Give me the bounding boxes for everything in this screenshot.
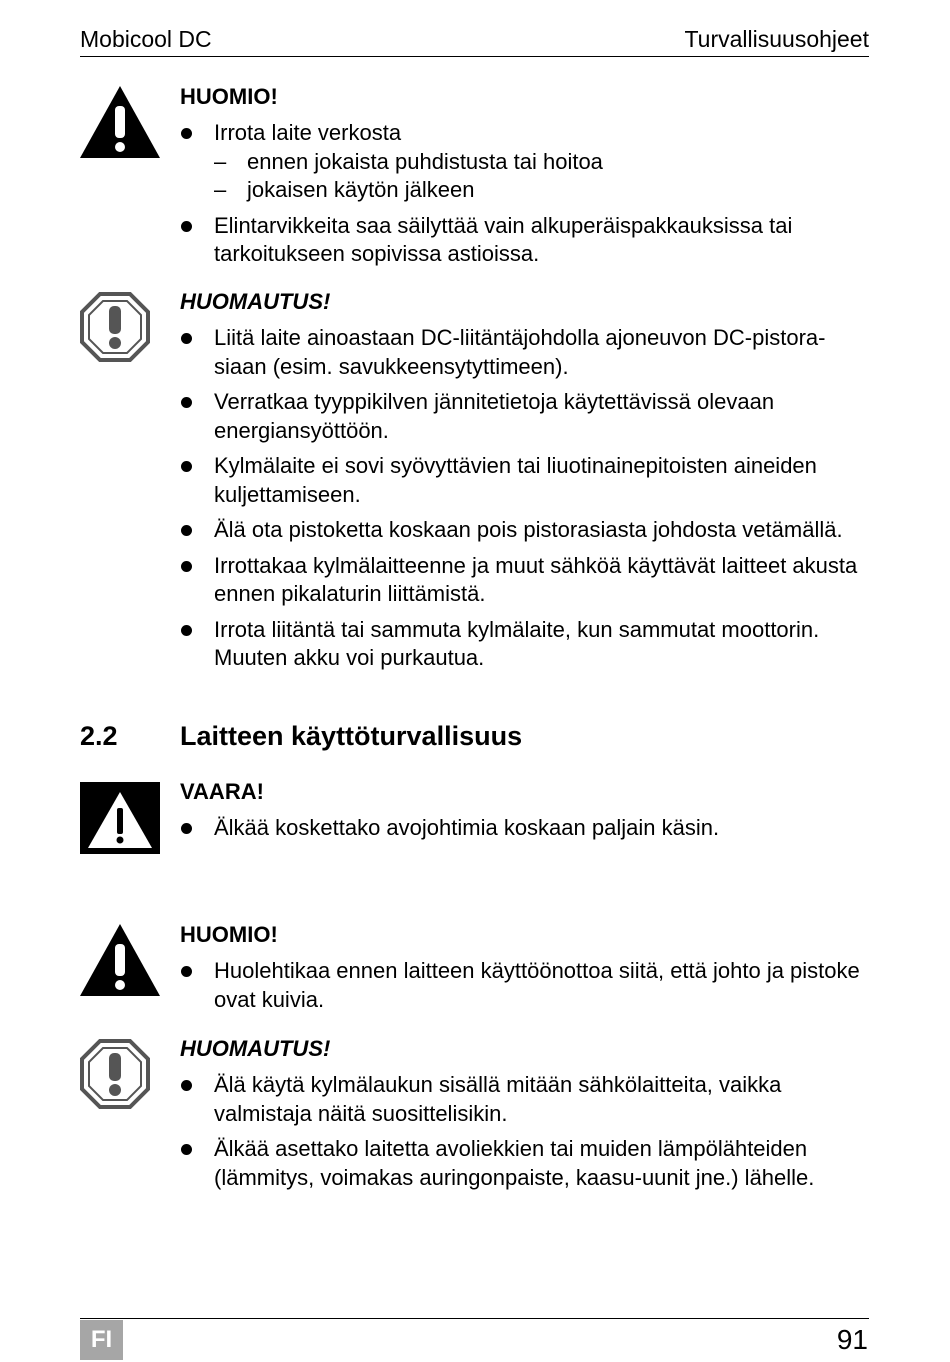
footer-divider bbox=[80, 1318, 869, 1319]
language-badge: FI bbox=[80, 1320, 123, 1360]
list-item: Kylmälaite ei sovi syövyttävien tai liuotinainepitoisten aineiden kuljettamiseen. bbox=[180, 452, 870, 509]
sub-item: – jokaisen käytön jälkeen bbox=[214, 177, 475, 202]
notice-octagon-icon bbox=[80, 1039, 150, 1109]
warning-triangle-icon bbox=[80, 86, 160, 158]
list-item: Irrottakaa kylmälaitteenne ja muut sähköä käyttävät laitteet akusta ennen pikalaturin liittämistä. bbox=[180, 552, 870, 609]
warning-triangle-icon bbox=[80, 924, 160, 996]
list-item: Älkää asettako laitetta avoliekkien tai muiden lämpölähteiden (lämmitys, voimakas auringonpaiste, kaasu-uunit jne.) lähelle. bbox=[180, 1135, 870, 1192]
caution-block-2 bbox=[180, 921, 870, 1021]
section-title: Laitteen käyttöturvallisuus bbox=[180, 721, 523, 751]
list-item: Älä käytä kylmälaukun sisällä mitään sähkölaitteita, vaikka valmistaja näitä suosittelisikin. bbox=[180, 1071, 870, 1128]
list-item: Älkää koskettako avojohtimia koskaan paljain käsin. bbox=[180, 814, 870, 843]
notice-octagon-icon bbox=[80, 292, 150, 362]
list-item: Irrota laite verkosta – ennen jokaista puhdistusta tai hoitoa – jokaisen käytön jälkeen bbox=[180, 119, 870, 205]
danger-title: VAARA! bbox=[180, 779, 264, 804]
caution-title: HUOMIO! bbox=[180, 922, 278, 947]
danger-box-icon bbox=[80, 782, 160, 854]
list-item: Verratkaa tyyppikilven jännitetietoja käytettävissä olevaan energiansyöttöön. bbox=[180, 388, 870, 445]
page-number: 91 bbox=[836, 1324, 868, 1355]
notice-title: HUOMAUTUS! bbox=[180, 289, 331, 314]
caution-block-1 bbox=[180, 83, 870, 276]
sub-item: – ennen jokaista puhdistusta tai hoitoa bbox=[214, 148, 603, 174]
list-item: Elintarvikkeita saa säilyttää vain alkuperäispakkauksissa tai tarkoitukseen sopivissa astioissa. bbox=[180, 212, 870, 269]
caution-title: HUOMIO! bbox=[180, 84, 278, 109]
list-item: Huolehtikaa ennen laitteen käyttöönottoa siitä, että johto ja pistoke ovat kuivia. bbox=[180, 957, 870, 1014]
section-number: 2.2 bbox=[80, 721, 118, 751]
header-product: Mobicool DC bbox=[80, 26, 212, 52]
notice-title: HUOMAUTUS! bbox=[180, 1036, 331, 1061]
list-item: Liitä laite ainoastaan DC-liitäntäjohdolla ajoneuvon DC-pistora-siaan (esim. savukkeensytyttimeen). bbox=[180, 324, 870, 381]
list-item: Irrota liitäntä tai sammuta kylmälaite, kun sammutat moottorin. Muuten akku voi purkautua. bbox=[180, 616, 870, 673]
header-section: Turvallisuusohjeet bbox=[684, 26, 869, 52]
list-item: Älä ota pistoketta koskaan pois pistorasiasta johdosta vetämällä. bbox=[180, 516, 870, 545]
notice-block-1 bbox=[180, 288, 870, 680]
notice-block-2 bbox=[180, 1035, 870, 1199]
page-header bbox=[80, 22, 869, 57]
danger-block bbox=[180, 778, 870, 850]
